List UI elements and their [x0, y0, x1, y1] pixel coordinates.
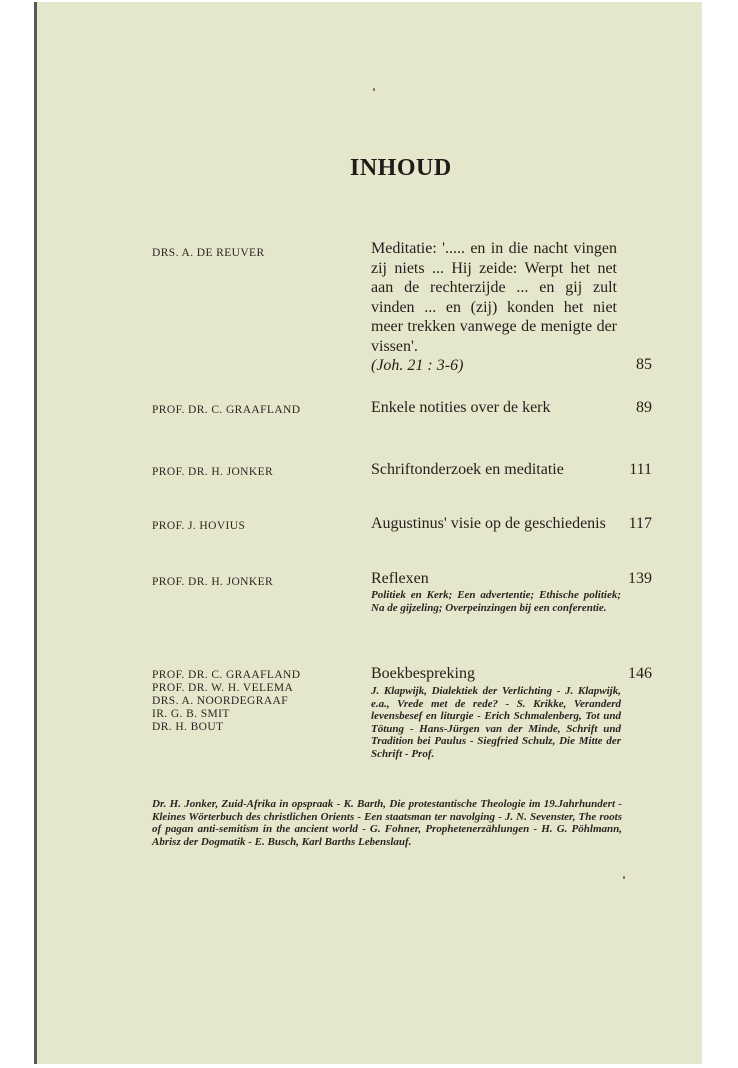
reviews-author: IR. G. B. SMIT [152, 708, 230, 720]
reviews-author: PROF. DR. C. GRAAFLAND [152, 669, 301, 681]
reviews-book-list: J. Klapwijk, Dialektiek der Verlichting - J. Klapwijk, e.a., Vrede met de rede? - S. Krikke, Veranderd levensbesef en liturgie - Erich Schmalenberg, Tot und Tötung - Hans-Jürgen van der Minde, Schrift und Tradition bei Paulus - Siegfried Schulz, Die Mitte der Schrift - Prof. [371, 685, 621, 760]
entry-title: Schriftonderzoek en meditatie [371, 461, 564, 478]
entry-page-number: 117 [628, 515, 652, 532]
reviews-author: DR. H. BOUT [152, 721, 224, 733]
entry-title: Reflexen [371, 570, 429, 587]
reviews-author-list [152, 669, 300, 734]
entry-page-number: 85 [636, 356, 652, 373]
entry-page-number: 89 [636, 399, 652, 416]
reviews-title: Boekbespreking [371, 665, 475, 682]
entry-author: DRS. A. DE REUVER [152, 247, 265, 259]
entry-page-number: 139 [628, 570, 652, 587]
reviews-author: PROF. DR. W. H. VELEMA [152, 682, 294, 694]
page-edge [34, 2, 37, 1064]
entry-title: Augustinus' visie op de geschiedenis [371, 515, 606, 532]
entry-reference: (Joh. 21 : 3-6) [371, 357, 464, 374]
entry-author: PROF. J. HOVIUS [152, 520, 246, 532]
entry-page-number: 111 [629, 461, 652, 478]
reviews-book-list-continued: Dr. H. Jonker, Zuid-Afrika in opspraak - K. Barth, Die protestantische Theologie im 19.Jahrhundert - Kleines Wörterbuch des christlichen Orients - Een staatsman ter navolging - J. N. Sevenster, The roots of pagan anti-semitism in the ancient world - G. Fohner, Prophetenerzählungen - H. G. Pöhlmann, Abrisz der Dogmatik - E. Busch, Karl Barths Lebenslauf. [152, 798, 622, 848]
entry-author: PROF. DR. H. JONKER [152, 466, 274, 478]
entry-title: Enkele notities over de kerk [371, 399, 551, 416]
entry-author: PROF. DR. C. GRAAFLAND [152, 404, 301, 416]
speck-mark [623, 876, 625, 879]
entry-title [371, 239, 617, 376]
entry-title-text: Meditatie: '..... en in die nacht vingen zij niets ... Hij zeide: Werpt het net aan de rechterzijde ... en gij zult vinden ... en (zij) konden het niet meer trekken vanwege de menigte der vissen'. [371, 240, 617, 355]
page-title: INHOUD [350, 155, 452, 181]
reviews-page-number: 146 [628, 665, 652, 682]
speck-mark [373, 88, 375, 91]
entry-subtitle: Politiek en Kerk; Een advertentie; Ethische politiek; Na de gijzeling; Overpeinzingen bij een conferentie. [371, 589, 621, 614]
reviews-author: DRS. A. NOORDEGRAAF [152, 695, 289, 707]
entry-author: PROF. DR. H. JONKER [152, 576, 274, 588]
